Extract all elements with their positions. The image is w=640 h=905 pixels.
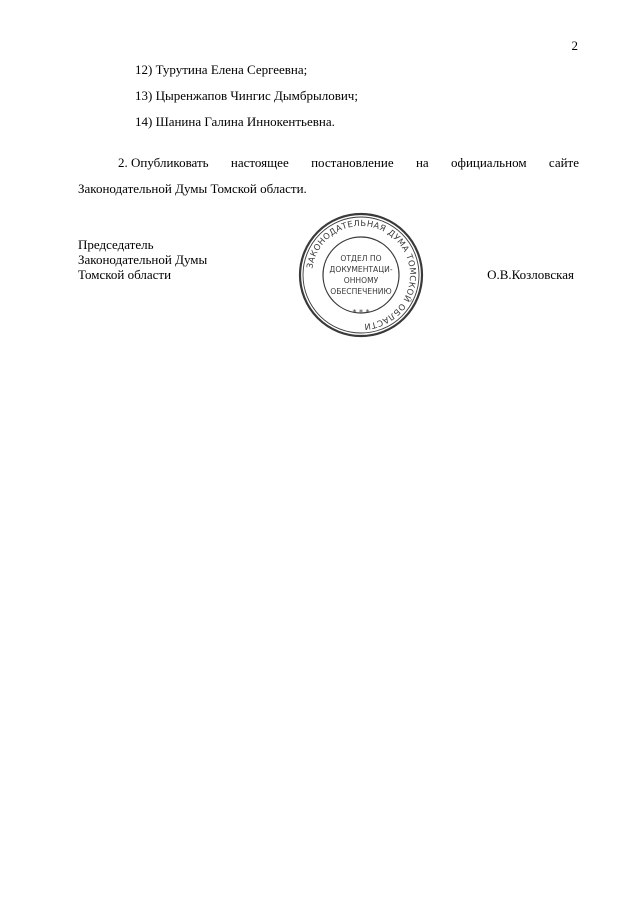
seal-center-line: ОТДЕЛ ПО [340,254,382,263]
seal-center-line: ОННОМУ [343,276,379,285]
official-seal [297,211,425,339]
seal-center-line: ДОКУМЕНТАЦИ- [329,265,393,274]
signatory-title-line: Председатель [78,237,154,252]
paragraph-word: сайте [548,155,579,170]
signatory-title [78,237,207,282]
paragraph-line-1 [78,150,579,176]
seal-outer-ring [300,214,422,336]
paragraph-word: 2. Опубликовать [118,155,209,170]
page-number: 2 [571,38,578,53]
list-item: 12) Турутина Елена Сергеевна; [135,62,308,77]
paragraph-word: на [415,155,429,170]
publication-paragraph [78,150,579,202]
seal-graphic [297,211,425,339]
signatory-title-line: Законодательной Думы [78,252,208,267]
signatory-name: О.В.Козловская [487,267,574,282]
seal-inner-ring [323,237,399,313]
member-list [135,60,358,138]
seal-center-line: ОБЕСПЕЧЕНИЮ [330,287,392,296]
list-item: 14) Шанина Галина Иннокентьевна. [135,114,335,129]
paragraph-word: постановление [311,155,394,170]
seal-ring-text: ЗАКОНОДАТЕЛЬНАЯ ДУМА ТОМСКОЙ ОБЛАСТИ [304,217,419,332]
signatory-title-line: Томской области [78,267,172,282]
list-item: 13) Цыренжапов Чингис Дымбрылович; [135,88,358,103]
seal-star-mark: * * * [352,308,370,317]
paragraph-word: настоящее [230,155,289,170]
paragraph-word: официальном [451,155,527,170]
paragraph-line-2: Законодательной Думы Томской области. [78,181,307,196]
